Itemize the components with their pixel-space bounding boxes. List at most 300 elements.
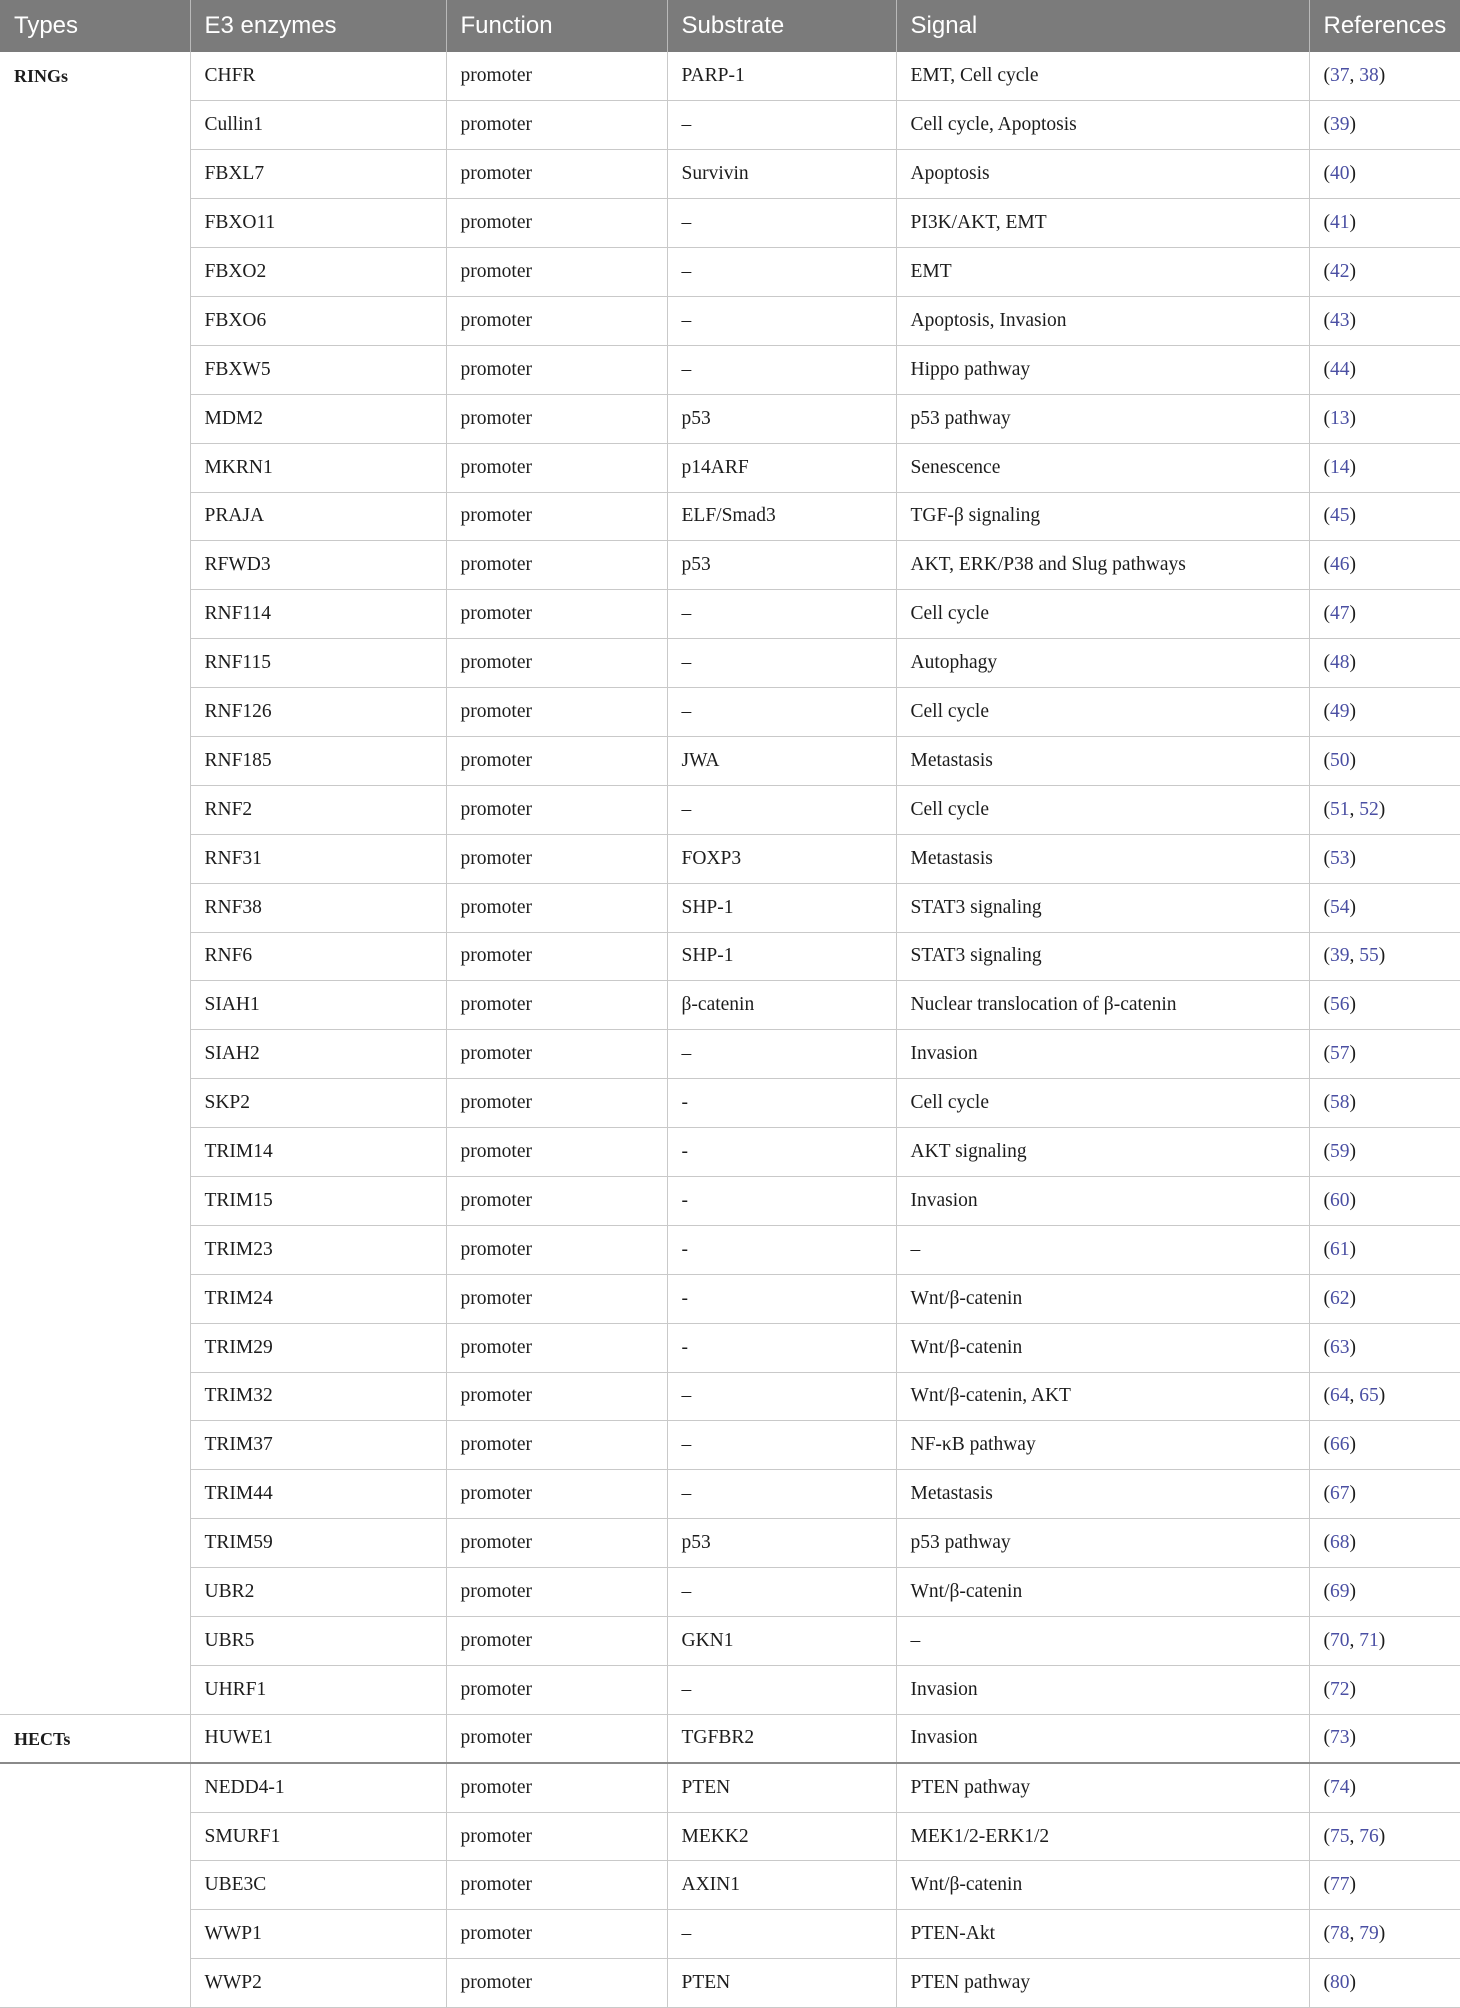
table-row [0,688,1460,737]
table-row [0,1714,1460,1763]
ref-separator: , [1349,945,1360,967]
function-cell: promoter [446,736,667,785]
reference-link[interactable]: 14 [1330,456,1350,478]
reference-link[interactable]: 45 [1330,505,1350,527]
table-row [0,1274,1460,1323]
function-cell: promoter [446,345,667,394]
header-substrate: Substrate [667,0,896,52]
substrate-cell: β-catenin [667,981,896,1030]
type-cell-empty [0,492,190,541]
substrate-cell: ELF/Smad3 [667,492,896,541]
references-cell [1309,443,1460,492]
ref-open-paren: ( [1323,1727,1330,1749]
ref-open-paren: ( [1323,1923,1330,1945]
type-cell-empty [0,248,190,297]
references-cell [1309,1910,1460,1959]
enzyme-cell: TRIM59 [190,1519,446,1568]
function-cell: promoter [446,981,667,1030]
ref-close-paren: ) [1349,309,1356,331]
substrate-cell: – [667,688,896,737]
function-cell: promoter [446,1470,667,1519]
references-cell [1309,492,1460,541]
reference-link[interactable]: 51 [1330,798,1350,820]
substrate-cell: – [667,1372,896,1421]
reference-link[interactable]: 39 [1330,114,1350,136]
type-cell-empty [0,590,190,639]
reference-link[interactable]: 64 [1330,1385,1350,1407]
table-row [0,1421,1460,1470]
type-cell-empty [0,1665,190,1714]
function-cell: promoter [446,1959,667,2008]
ref-separator: , [1349,1385,1360,1407]
ref-open-paren: ( [1323,1287,1330,1309]
type-cell-empty [0,1274,190,1323]
enzyme-cell: WWP2 [190,1959,446,2008]
references-cell [1309,688,1460,737]
substrate-cell: SHP-1 [667,883,896,932]
substrate-cell: AXIN1 [667,1861,896,1910]
substrate-cell: JWA [667,736,896,785]
enzyme-cell: TRIM14 [190,1128,446,1177]
reference-link[interactable]: 57 [1330,1043,1350,1065]
table-row [0,1763,1460,1812]
reference-link[interactable]: 56 [1330,994,1350,1016]
function-cell: promoter [446,492,667,541]
enzyme-cell: TRIM37 [190,1421,446,1470]
references-cell [1309,1079,1460,1128]
type-cell-empty [0,883,190,932]
reference-link[interactable]: 55 [1359,945,1379,967]
ref-close-paren: ) [1378,798,1386,820]
substrate-cell: – [667,1665,896,1714]
references-cell [1309,1274,1460,1323]
function-cell: promoter [446,1421,667,1470]
table-row [0,1519,1460,1568]
function-cell: promoter [446,199,667,248]
reference-link[interactable]: 41 [1330,212,1350,234]
ref-close-paren: ) [1349,652,1356,674]
references-cell [1309,590,1460,639]
table-row [0,248,1460,297]
ref-open-paren: ( [1323,358,1330,380]
enzyme-cell: RNF114 [190,590,446,639]
ref-open-paren: ( [1323,505,1330,527]
ref-open-paren: ( [1323,701,1330,723]
substrate-cell: p53 [667,1519,896,1568]
table-row [0,1959,1460,2008]
references-cell [1309,1128,1460,1177]
substrate-cell: PARP-1 [667,52,896,101]
signal-cell: STAT3 signaling [896,883,1309,932]
substrate-cell: PTEN [667,1959,896,2008]
type-cell-empty [0,1568,190,1617]
enzyme-cell: RNF126 [190,688,446,737]
signal-cell: Senescence [896,443,1309,492]
signal-cell: STAT3 signaling [896,932,1309,981]
table-row [0,883,1460,932]
function-cell: promoter [446,394,667,443]
ref-open-paren: ( [1323,456,1330,478]
references-cell [1309,736,1460,785]
references-cell [1309,1763,1460,1812]
function-cell: promoter [446,932,667,981]
header-e3-enzymes: E3 enzymes [190,0,446,52]
type-cell-empty [0,834,190,883]
function-cell: promoter [446,150,667,199]
ref-separator: , [1349,65,1360,87]
table-row [0,736,1460,785]
type-cell-empty [0,785,190,834]
table-header [0,0,1460,52]
ref-close-paren: ) [1349,1336,1356,1358]
enzyme-cell: FBXL7 [190,150,446,199]
substrate-cell: - [667,1079,896,1128]
reference-link[interactable]: 52 [1359,798,1379,820]
type-cell-empty [0,345,190,394]
ref-open-paren: ( [1323,1776,1330,1798]
table-row [0,199,1460,248]
ref-open-paren: ( [1323,554,1330,576]
ref-close-paren: ) [1349,1972,1356,1994]
type-cell-empty [0,150,190,199]
reference-link[interactable]: 60 [1330,1189,1350,1211]
function-cell: promoter [446,1225,667,1274]
function-cell: promoter [446,1861,667,1910]
reference-link[interactable]: 68 [1330,1532,1350,1554]
function-cell: promoter [446,834,667,883]
reference-link[interactable]: 63 [1330,1336,1350,1358]
table-row [0,345,1460,394]
reference-link[interactable]: 58 [1330,1092,1350,1114]
enzyme-cell: FBXO6 [190,296,446,345]
table-row [0,150,1460,199]
type-cell-empty [0,296,190,345]
references-cell [1309,1519,1460,1568]
table-row [0,1176,1460,1225]
enzyme-cell: CHFR [190,52,446,101]
function-cell: promoter [446,1372,667,1421]
type-cell-empty [0,736,190,785]
references-cell [1309,296,1460,345]
table-body [0,52,1460,2008]
signal-cell: NF-κB pathway [896,1421,1309,1470]
substrate-cell: - [667,1128,896,1177]
reference-link[interactable]: 70 [1330,1629,1350,1651]
signal-cell: Cell cycle [896,688,1309,737]
reference-link[interactable]: 72 [1330,1678,1350,1700]
signal-cell: – [896,1617,1309,1666]
ref-open-paren: ( [1323,407,1330,429]
table-row [0,1861,1460,1910]
function-cell: promoter [446,1519,667,1568]
ref-separator: , [1349,1825,1360,1847]
function-cell: promoter [446,1665,667,1714]
table-row [0,1225,1460,1274]
reference-link[interactable]: 42 [1330,261,1350,282]
function-cell: promoter [446,590,667,639]
ref-open-paren: ( [1323,1483,1330,1505]
enzyme-cell: RNF38 [190,883,446,932]
reference-link[interactable]: 54 [1330,896,1350,918]
substrate-cell: – [667,639,896,688]
ref-open-paren: ( [1323,1434,1330,1456]
references-cell [1309,199,1460,248]
type-cell-empty [0,1323,190,1372]
reference-link[interactable]: 49 [1330,701,1350,723]
enzyme-cell: UBE3C [190,1861,446,1910]
signal-cell: MEK1/2-ERK1/2 [896,1812,1309,1861]
type-cell-empty [0,1079,190,1128]
signal-cell: p53 pathway [896,394,1309,443]
ref-close-paren: ) [1349,1434,1356,1456]
substrate-cell: – [667,590,896,639]
table-row [0,541,1460,590]
references-cell [1309,1812,1460,1861]
reference-link[interactable]: 71 [1359,1629,1379,1651]
table-row [0,590,1460,639]
signal-cell: Invasion [896,1030,1309,1079]
ref-close-paren: ) [1349,1678,1356,1700]
signal-cell: Apoptosis [896,150,1309,199]
type-cell-empty [0,688,190,737]
references-cell [1309,345,1460,394]
reference-link[interactable]: 13 [1330,407,1350,429]
function-cell: promoter [446,785,667,834]
table-row [0,981,1460,1030]
type-cell-empty [0,1225,190,1274]
reference-link[interactable]: 38 [1359,65,1379,87]
ref-open-paren: ( [1323,1189,1330,1211]
ref-open-paren: ( [1323,1092,1330,1114]
signal-cell: Wnt/β-catenin [896,1568,1309,1617]
substrate-cell: – [667,345,896,394]
enzyme-cell: RNF115 [190,639,446,688]
reference-link[interactable]: 47 [1330,603,1350,625]
signal-cell: Invasion [896,1714,1309,1763]
enzyme-cell: TRIM23 [190,1225,446,1274]
type-cell-empty [0,443,190,492]
reference-link[interactable]: 66 [1330,1434,1350,1456]
function-cell: promoter [446,1030,667,1079]
ref-open-paren: ( [1323,1825,1330,1847]
ref-close-paren: ) [1378,65,1386,87]
references-cell [1309,52,1460,101]
ref-close-paren: ) [1349,114,1356,136]
ref-open-paren: ( [1323,65,1330,87]
reference-link[interactable]: 48 [1330,652,1350,674]
enzyme-cell: TRIM32 [190,1372,446,1421]
function-cell: promoter [446,248,667,297]
enzyme-cell: UHRF1 [190,1665,446,1714]
type-cell-empty [0,1176,190,1225]
substrate-cell: – [667,101,896,150]
references-cell [1309,1176,1460,1225]
signal-cell: EMT [896,248,1309,297]
reference-link[interactable]: 77 [1330,1874,1350,1896]
function-cell: promoter [446,1763,667,1812]
table-row [0,834,1460,883]
function-cell: promoter [446,1176,667,1225]
signal-cell: PTEN pathway [896,1959,1309,2008]
ref-close-paren: ) [1349,407,1356,429]
type-cell-empty [0,1861,190,1910]
table-row [0,394,1460,443]
substrate-cell: MEKK2 [667,1812,896,1861]
enzyme-cell: HUWE1 [190,1714,446,1763]
enzyme-cell: SIAH1 [190,981,446,1030]
signal-cell: Apoptosis, Invasion [896,296,1309,345]
reference-link[interactable]: 67 [1330,1483,1350,1505]
reference-link[interactable]: 79 [1359,1923,1379,1945]
reference-link[interactable]: 69 [1330,1581,1350,1603]
reference-link[interactable]: 65 [1359,1385,1379,1407]
signal-cell: Metastasis [896,736,1309,785]
table-row [0,1470,1460,1519]
reference-link[interactable]: 76 [1359,1825,1379,1847]
ref-close-paren: ) [1349,212,1356,234]
ref-open-paren: ( [1323,1874,1330,1896]
references-cell [1309,981,1460,1030]
ref-close-paren: ) [1378,945,1386,967]
references-cell [1309,1714,1460,1763]
function-cell: promoter [446,541,667,590]
substrate-cell: – [667,199,896,248]
enzyme-cell: WWP1 [190,1910,446,1959]
ref-open-paren: ( [1323,994,1330,1016]
ref-open-paren: ( [1323,1043,1330,1065]
signal-cell: TGF-β signaling [896,492,1309,541]
references-cell [1309,541,1460,590]
references-cell [1309,932,1460,981]
ref-close-paren: ) [1378,1385,1386,1407]
reference-link[interactable]: 46 [1330,554,1350,576]
ref-open-paren: ( [1323,114,1330,136]
references-cell [1309,1225,1460,1274]
ref-close-paren: ) [1349,554,1356,576]
ref-open-paren: ( [1323,1238,1330,1260]
function-cell: promoter [446,639,667,688]
reference-link[interactable]: 80 [1330,1972,1350,1994]
ref-open-paren: ( [1323,261,1330,282]
type-cell-empty [0,1372,190,1421]
signal-cell: Cell cycle [896,590,1309,639]
substrate-cell: PTEN [667,1763,896,1812]
signal-cell: Cell cycle, Apoptosis [896,101,1309,150]
references-cell [1309,639,1460,688]
header-signal: Signal [896,0,1309,52]
table-row [0,1372,1460,1421]
table-row [0,785,1460,834]
table-row [0,101,1460,150]
reference-link[interactable]: 62 [1330,1287,1350,1309]
substrate-cell: SHP-1 [667,932,896,981]
reference-link[interactable]: 61 [1330,1238,1350,1260]
references-cell [1309,1323,1460,1372]
reference-link[interactable]: 78 [1330,1923,1350,1945]
type-cell: RINGs [14,66,69,86]
ref-open-paren: ( [1323,1678,1330,1700]
reference-link[interactable]: 74 [1330,1776,1350,1798]
enzyme-cell: RNF2 [190,785,446,834]
function-cell: promoter [446,52,667,101]
references-cell [1309,150,1460,199]
function-cell: promoter [446,1079,667,1128]
reference-link[interactable]: 44 [1330,358,1350,380]
enzyme-cell: UBR2 [190,1568,446,1617]
signal-cell: – [896,1225,1309,1274]
references-cell [1309,1421,1460,1470]
function-cell: promoter [446,688,667,737]
reference-link[interactable]: 39 [1330,945,1350,967]
reference-link[interactable]: 73 [1330,1727,1350,1749]
table-row [0,1079,1460,1128]
reference-link[interactable]: 50 [1330,749,1350,771]
signal-cell: Wnt/β-catenin, AKT [896,1372,1309,1421]
type-cell-empty [0,541,190,590]
type-cell-empty [0,1763,190,1812]
ref-close-paren: ) [1349,1581,1356,1603]
references-cell [1309,248,1460,297]
ref-close-paren: ) [1349,163,1356,185]
reference-link[interactable]: 43 [1330,309,1350,331]
reference-link[interactable]: 75 [1330,1825,1350,1847]
type-cell-empty [0,1519,190,1568]
enzyme-cell: RNF6 [190,932,446,981]
table-row [0,296,1460,345]
type-cell-empty [0,1812,190,1861]
enzyme-cell: UBR5 [190,1617,446,1666]
ref-separator: , [1349,1629,1360,1651]
references-cell [1309,1372,1460,1421]
type-cell-empty [0,1959,190,2008]
substrate-cell: p53 [667,541,896,590]
references-cell [1309,1470,1460,1519]
references-cell [1309,394,1460,443]
enzyme-cell: RNF185 [190,736,446,785]
function-cell: promoter [446,101,667,150]
ref-close-paren: ) [1349,456,1356,478]
substrate-cell: GKN1 [667,1617,896,1666]
function-cell: promoter [446,1910,667,1959]
function-cell: promoter [446,1323,667,1372]
table-row [0,1323,1460,1372]
reference-link[interactable]: 37 [1330,65,1350,87]
signal-cell: Autophagy [896,639,1309,688]
reference-link[interactable]: 53 [1330,847,1350,869]
signal-cell: Cell cycle [896,785,1309,834]
enzyme-cell: TRIM24 [190,1274,446,1323]
table-row [0,443,1460,492]
references-cell [1309,834,1460,883]
signal-cell: Nuclear translocation of β-catenin [896,981,1309,1030]
function-cell: promoter [446,883,667,932]
header-references: References [1309,0,1460,52]
substrate-cell: Survivin [667,150,896,199]
table-row [0,639,1460,688]
ref-open-paren: ( [1323,1385,1330,1407]
ref-close-paren: ) [1378,1825,1386,1847]
ref-close-paren: ) [1349,749,1356,771]
enzyme-cell: RFWD3 [190,541,446,590]
substrate-cell: – [667,1470,896,1519]
ref-close-paren: ) [1349,847,1356,869]
reference-link[interactable]: 40 [1330,163,1350,185]
table-row [0,1665,1460,1714]
reference-link[interactable]: 59 [1330,1141,1350,1163]
signal-cell: EMT, Cell cycle [896,52,1309,101]
table-row [0,1128,1460,1177]
ref-open-paren: ( [1323,309,1330,331]
